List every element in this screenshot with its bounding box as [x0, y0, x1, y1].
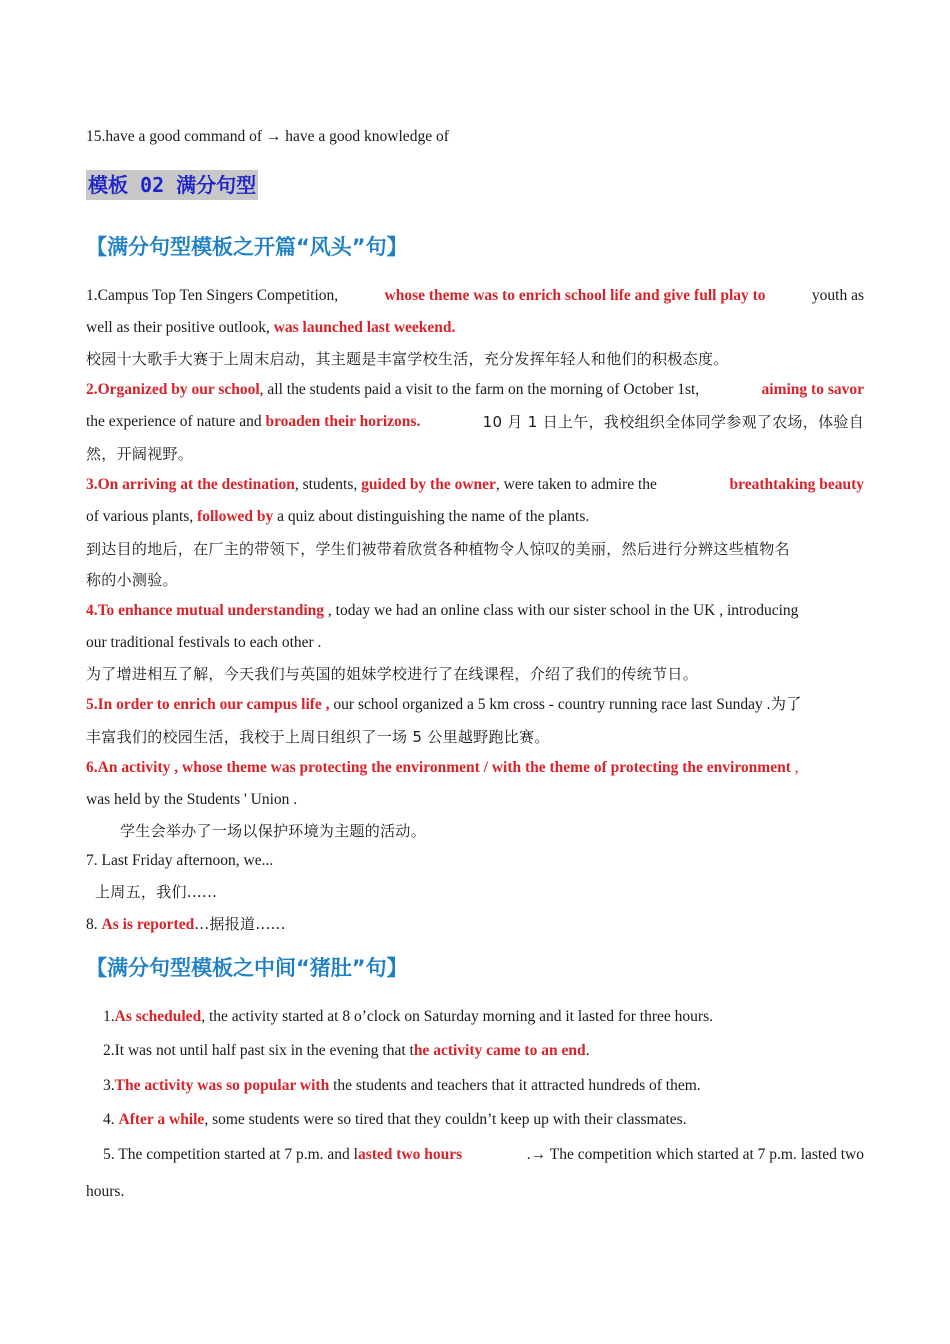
text: ,	[790, 759, 799, 776]
highlight: 3.On arriving at the destination	[86, 476, 295, 493]
highlight: After a while	[118, 1111, 205, 1128]
text: .→ The competition which started at 7 p.m. lasted two	[526, 1146, 864, 1163]
middle-sentence-1	[103, 1007, 713, 1027]
highlight: guided by the owner	[361, 476, 496, 493]
text: our school organized a 5 km cross - country running race last Sunday .为了	[329, 696, 802, 713]
item-15: 15.have a good command of → have a good knowledge of	[86, 128, 449, 145]
sentence-2-translation-end: 然，开阔视野。	[86, 445, 194, 463]
text: ...据报道......	[194, 915, 286, 933]
text: , some students were so tired that they couldn’t keep up with their classmates.	[204, 1111, 687, 1128]
sentence-5-line-1	[86, 695, 801, 715]
highlight: aiming to savor	[761, 381, 864, 398]
highlight: 2.Organized by our school	[86, 381, 260, 398]
highlight: was launched last weekend.	[273, 319, 456, 336]
highlight: whose theme was to enrich school life and give full play to	[384, 287, 766, 304]
highlight: 4.To enhance mutual understanding	[86, 602, 325, 619]
middle-sentence-5-end: hours.	[86, 1183, 125, 1200]
text: , were taken to admire the	[495, 476, 657, 493]
sentence-2-line-2	[86, 412, 864, 432]
text: well as their positive outlook,	[86, 319, 270, 336]
highlight: followed by	[197, 508, 274, 525]
highlight: asted two hours	[357, 1146, 463, 1163]
sentence-4-translation: 为了增进相互了解，今天我们与英国的姐妹学校进行了在线课程，介绍了我们的传统节日。	[86, 665, 699, 683]
sentence-7-translation: 上周五，我们......	[95, 883, 218, 901]
sentence-1-line-1	[86, 286, 864, 306]
section-title-middle: 【满分句型模板之中间“猪肚”句】	[86, 956, 408, 980]
text: the experience of nature and	[86, 413, 262, 430]
sentence-1-line-2	[86, 318, 455, 338]
sentence-7: 7. Last Friday afternoon, we...	[86, 852, 274, 869]
sentence-3-translation-2: 称的小测验。	[86, 571, 178, 589]
template-title: 模板 02 满分句型	[86, 170, 258, 200]
text: 2.It was not until half past six in the evening that t	[103, 1042, 414, 1059]
text: 1.	[103, 1008, 115, 1025]
text: 8.	[86, 916, 98, 933]
text: of various plants,	[86, 508, 194, 525]
sentence-3-line-2	[86, 507, 589, 527]
highlight: he activity came to an end	[413, 1042, 586, 1059]
middle-sentence-4	[103, 1110, 687, 1130]
text-group	[86, 380, 699, 400]
sentence-2-line-1	[86, 380, 864, 400]
middle-sentence-5	[103, 1145, 864, 1165]
text: , all the students paid a visit to the farm on the morning of October 1st,	[259, 381, 700, 398]
sentence-6-translation: 学生会举办了一场以保护环境为主题的活动。	[120, 822, 427, 840]
text-group	[103, 1145, 462, 1165]
sentence-6-line-2: was held by the Students ' Union .	[86, 791, 298, 808]
highlight: 6.An activity , whose theme was protecting the environment / with the theme of protecting the environment	[86, 759, 791, 776]
text: 4.	[103, 1111, 119, 1128]
translation: 10 月 1 日上午，我校组织全体同学参观了农场，体验自	[482, 413, 864, 431]
section-title-opening: 【满分句型模板之开篇“风头”句】	[86, 235, 408, 259]
text-group	[86, 412, 420, 432]
sentence-8	[86, 914, 286, 935]
text: .	[585, 1042, 590, 1059]
text: 5. The competition started at 7 p.m. and l	[103, 1146, 358, 1163]
text: the students and teachers that it attracted hundreds of them.	[329, 1077, 701, 1094]
highlight: 5.In order to enrich our campus life ,	[86, 696, 330, 713]
middle-sentence-2	[103, 1041, 589, 1061]
highlight: As scheduled	[114, 1008, 202, 1025]
highlight: breathtaking beauty	[729, 476, 864, 493]
sentence-3-translation-1: 到达目的地后，在厂主的带领下，学生们被带着欣赏各种植物令人惊叹的美丽，然后进行分辨这些植物名	[86, 540, 790, 558]
text: , today we had an online class with our sister school in the UK , introducing	[324, 602, 799, 619]
highlight: As is reported	[101, 916, 195, 933]
highlight: The activity was so popular with	[114, 1077, 330, 1094]
highlight: broaden their horizons.	[265, 413, 421, 430]
sentence-6-line-1	[86, 758, 799, 778]
sentence-3-line-1	[86, 475, 864, 495]
text: 3.	[103, 1077, 115, 1094]
text: 1.Campus Top Ten Singers Competition,	[86, 287, 339, 304]
middle-sentence-3	[103, 1076, 701, 1096]
text-group	[86, 475, 657, 495]
text: , the activity started at 8 o’clock on Saturday morning and it lasted for three hours.	[201, 1008, 713, 1025]
text: a quiz about distinguishing the name of the plants.	[277, 508, 590, 525]
sentence-1-translation: 校园十大歌手大赛于上周末启动，其主题是丰富学校生活，充分发挥年轻人和他们的积极态度。	[86, 350, 729, 368]
text: youth as	[811, 287, 864, 304]
sentence-4-line-2: our traditional festivals to each other .	[86, 634, 322, 651]
sentence-5-translation: 丰富我们的校园生活，我校于上周日组织了一场 5 公里越野跑比赛。	[86, 728, 550, 746]
sentence-4-line-1	[86, 601, 798, 621]
text: , students,	[294, 476, 358, 493]
